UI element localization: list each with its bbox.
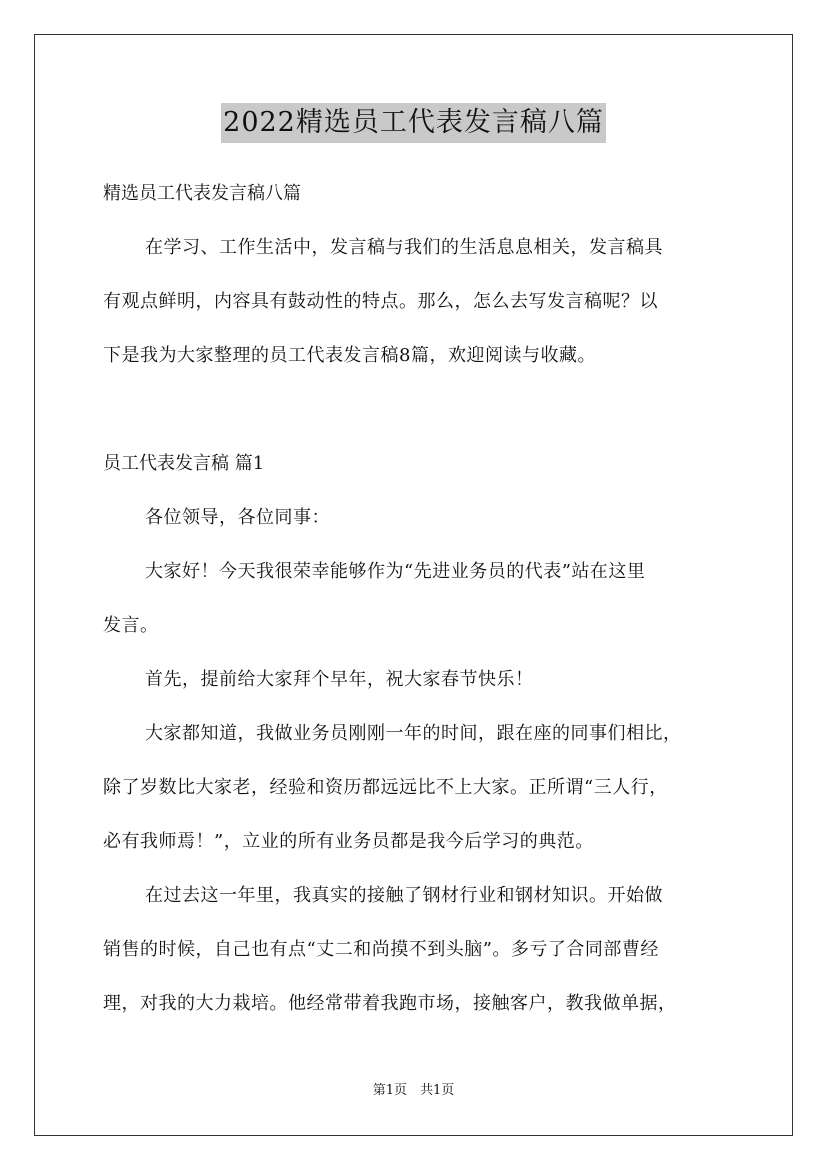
body-line-4: 首先，提前给大家拜个早年，祝大家春节快乐！ [145, 669, 534, 690]
intro-line-3: 下是我为大家整理的员工代表发言稿8篇，欢迎阅读与收藏。 [103, 345, 596, 366]
body-line-2: 大家好！今天我很荣幸能够作为“先进业务员的代表”站在这里 [145, 561, 646, 582]
intro-line-1: 在学习、工作生活中，发言稿与我们的生活息息相关，发言稿具 [145, 237, 663, 258]
body-line-10: 理，对我的大力栽培。他经常带着我跑市场，接触客户，教我做单据， [103, 993, 677, 1014]
body-line-6: 除了岁数比大家老，经验和资历都远远比不上大家。正所谓“三人行， [103, 777, 668, 798]
body-line-8: 在过去这一年里，我真实的接触了钢材行业和钢材知识。开始做 [145, 885, 663, 906]
body-line-3: 发言。 [103, 615, 159, 636]
page-number-footer: 第1页 共1页 [372, 1083, 455, 1098]
body-line-1: 各位领导，各位同事： [145, 507, 330, 528]
document-subtitle: 精选员工代表发言稿八篇 [103, 183, 301, 204]
body-line-9: 销售的时候，自己也有点“丈二和尚摸不到头脑”。多亏了合同部曹经 [103, 939, 659, 960]
body-line-7: 必有我师焉！”，立业的所有业务员都是我今后学习的典范。 [103, 831, 594, 852]
intro-line-2: 有观点鲜明，内容具有鼓动性的特点。那么，怎么去写发言稿呢？以 [103, 291, 658, 312]
section-heading: 员工代表发言稿 篇1 [103, 453, 265, 474]
document-title: 2022精选员工代表发言稿八篇 [221, 103, 606, 143]
title-container [0, 103, 827, 143]
body-line-5: 大家都知道，我做业务员刚刚一年的时间，跟在座的同事们相比， [145, 723, 682, 744]
